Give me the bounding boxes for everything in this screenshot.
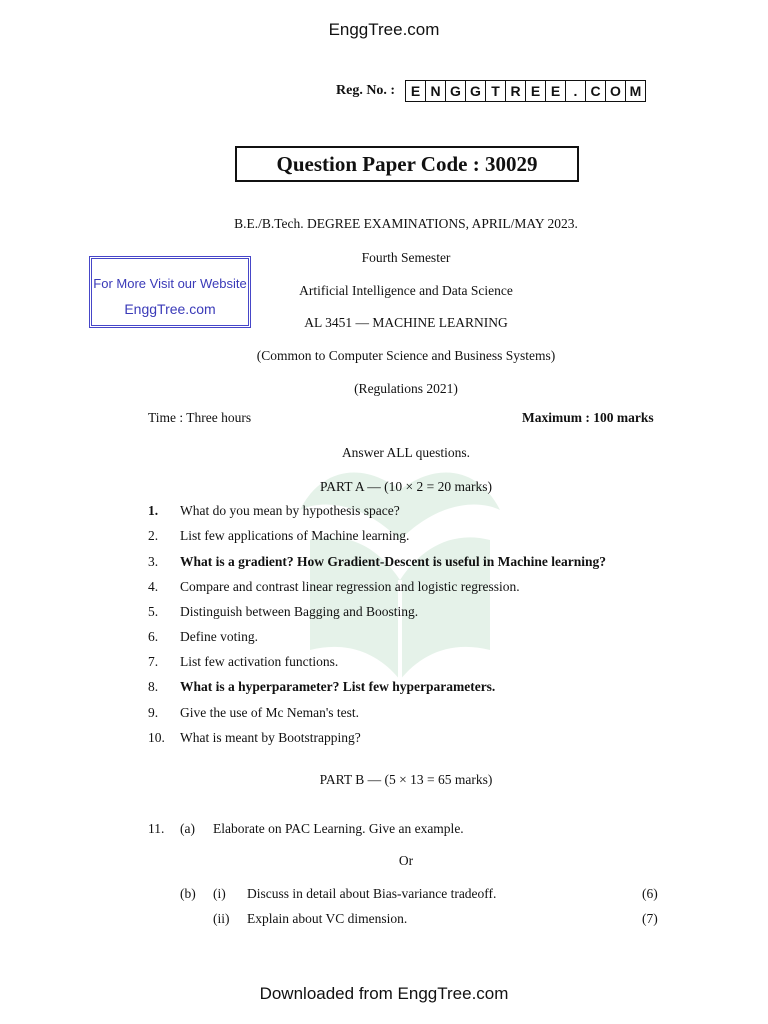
reg-no-char: E [406,81,426,101]
reg-no-char: G [466,81,486,101]
question-marks: (7) [642,911,658,926]
option-label: (b) [180,886,196,901]
question-number: 11. [148,821,165,836]
question-number: 7. [148,654,159,669]
question-number: 10. [148,730,165,745]
reg-no-char: O [606,81,626,101]
reg-no-boxes [405,80,646,102]
reg-no-char: C [586,81,606,101]
question-text: Define voting. [180,629,258,644]
duration: Time : Three hours [148,410,252,425]
sub-question-label: (i) [213,886,226,901]
question-text: Give the use of Mc Neman's test. [180,705,360,720]
question-number: 8. [148,679,159,694]
website-promo-box [89,256,251,328]
question-number: 9. [148,705,159,720]
question-text: Elaborate on PAC Learning. Give an example. [213,821,464,836]
reg-no-char: G [446,81,466,101]
course-title: AL 3451 — MACHINE LEARNING [304,315,508,330]
question-number: 5. [148,604,159,619]
download-footer: Downloaded from EnggTree.com [259,984,509,1003]
sub-question-label: (ii) [213,911,230,926]
question-number: 6. [148,629,159,644]
promo-line-2: EnggTree.com [124,301,216,317]
question-marks: (6) [642,886,658,901]
question-text: What is meant by Bootstrapping? [180,730,361,745]
reg-no-char: . [566,81,586,101]
question-text: Compare and contrast linear regression and logistic regression. [180,579,520,594]
question-text: Discuss in detail about Bias-variance tradeoff. [247,886,497,901]
question-number: 1. [148,503,159,518]
instruction: Answer ALL questions. [341,445,471,460]
question-text: What is a gradient? How Gradient-Descent is useful in Machine learning? [180,554,606,569]
promo-line-1: For More Visit our Website [93,276,247,291]
reg-no-char: N [426,81,446,101]
reg-no-char: R [506,81,526,101]
reg-no-char: T [486,81,506,101]
question-text: Distinguish between Bagging and Boosting. [180,604,419,619]
site-header: EnggTree.com [328,20,440,39]
reg-no-char: E [546,81,566,101]
or-separator: Or [398,853,414,868]
option-label: (a) [180,821,195,836]
part-a-heading: PART A — (10 × 2 = 20 marks) [320,479,492,494]
reg-no-char: M [626,81,646,101]
question-number: 3. [148,554,159,569]
exam-title: B.E./B.Tech. DEGREE EXAMINATIONS, APRIL/MAY 2023. [234,216,578,231]
question-number: 4. [148,579,159,594]
department: Artificial Intelligence and Data Science [299,283,513,298]
question-number: 2. [148,528,159,543]
regulations: (Regulations 2021) [354,381,458,396]
question-text: What is a hyperparameter? List few hyperparameters. [180,679,496,694]
semester: Fourth Semester [361,250,451,265]
question-text: Explain about VC dimension. [247,911,408,926]
question-text: What do you mean by hypothesis space? [180,503,400,518]
question-paper-code: Question Paper Code : 30029 [235,146,579,182]
question-text: List few applications of Machine learning. [180,528,410,543]
part-b-heading: PART B — (5 × 13 = 65 marks) [319,772,493,787]
maximum-marks: Maximum : 100 marks [522,410,654,425]
reg-no-label: Reg. No. : [336,83,396,98]
common-to: (Common to Computer Science and Business Systems) [256,348,556,363]
question-text: List few activation functions. [180,654,339,669]
reg-no-char: E [526,81,546,101]
